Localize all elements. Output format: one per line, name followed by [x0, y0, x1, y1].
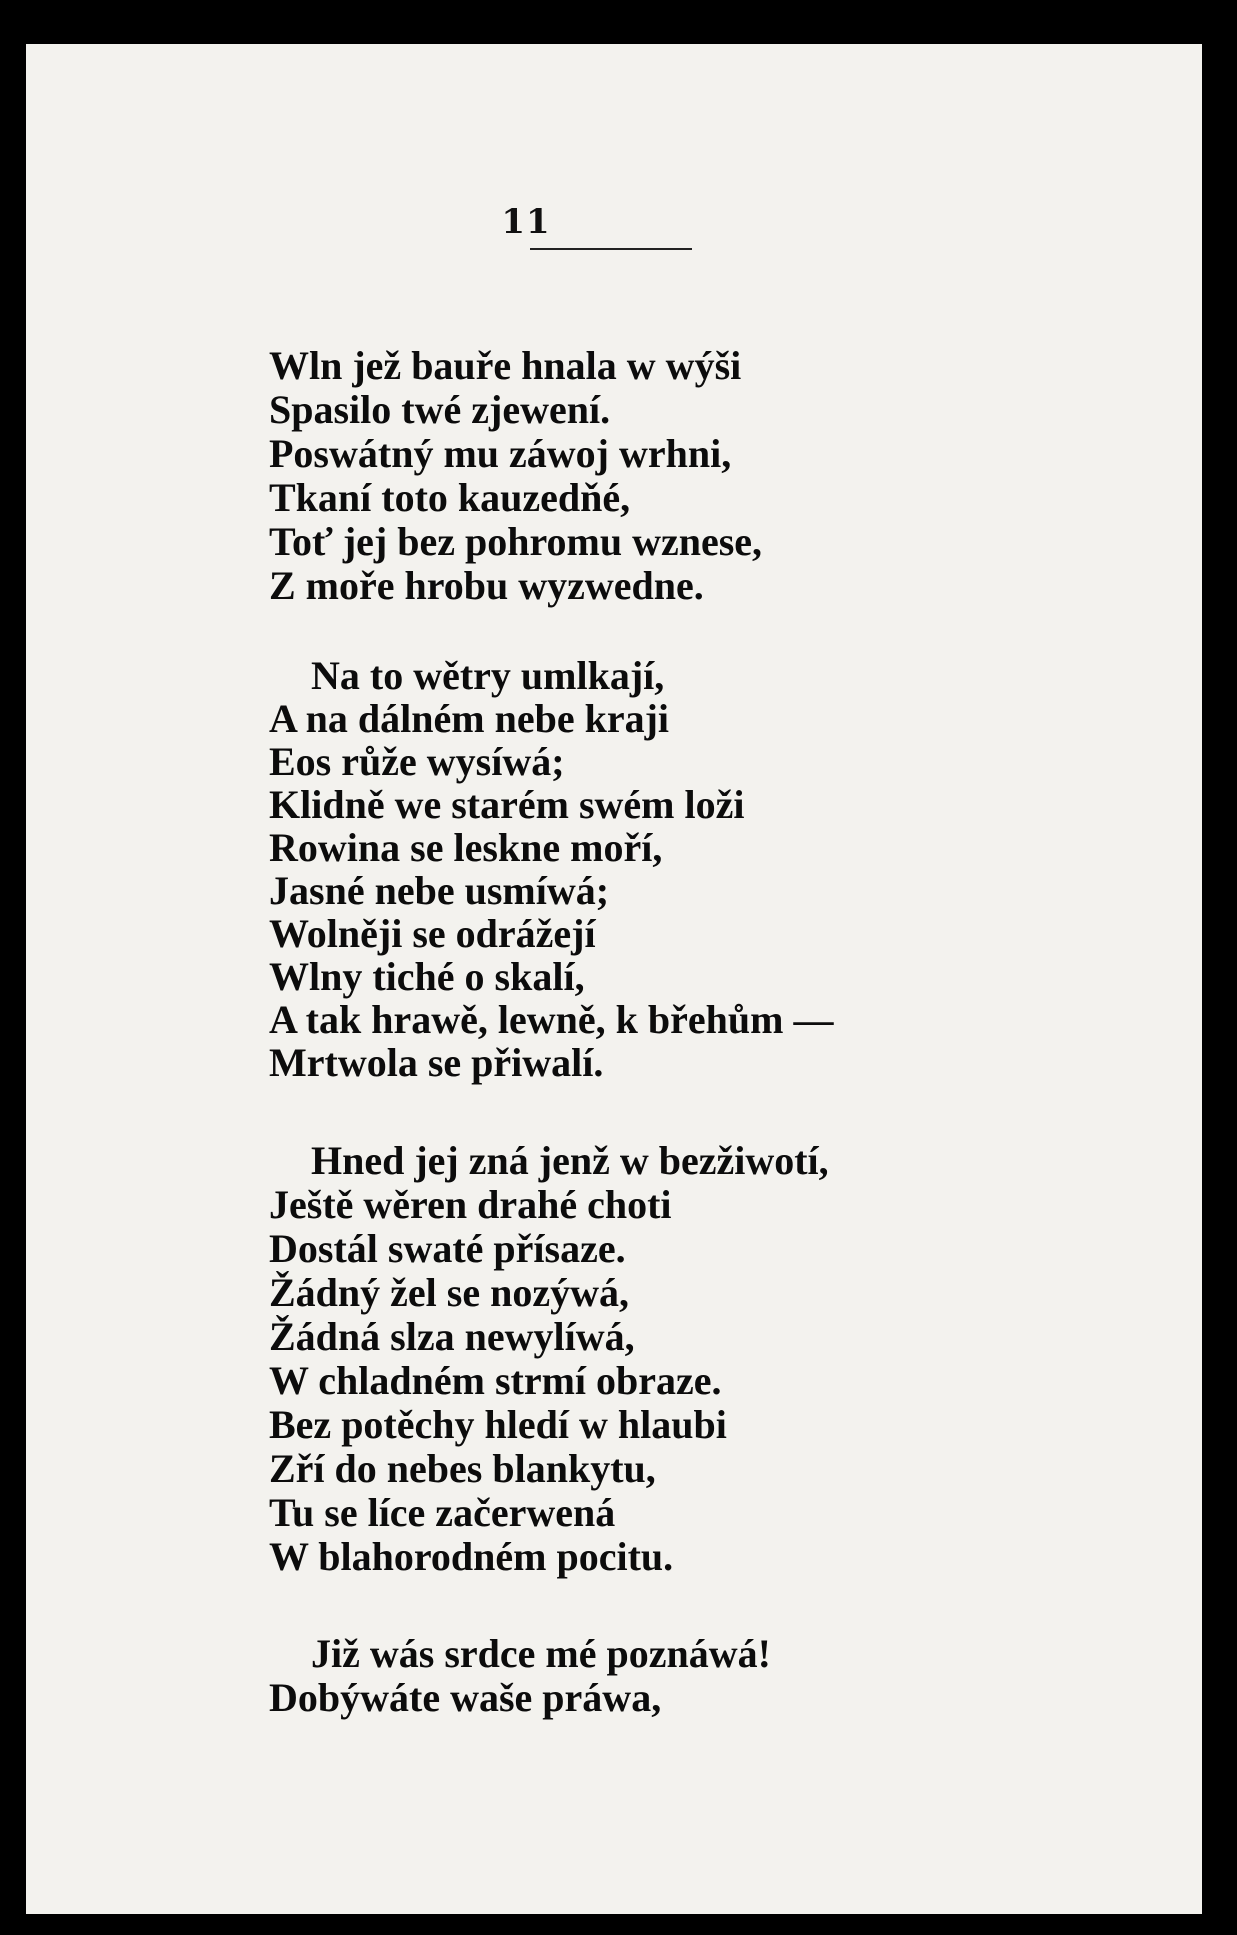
- verse-line: Eos růže wysíwá;: [269, 739, 565, 784]
- verse-line: Žádná slza newylíwá,: [269, 1314, 635, 1359]
- verse-line: Ještě wěren drahé choti: [269, 1182, 672, 1227]
- book-page: [26, 44, 1202, 1914]
- verse-line: Tkaní toto kauzedňé,: [269, 475, 631, 520]
- verse-line: Již wás srdce mé poznáwá!: [311, 1631, 771, 1676]
- verse-line: A tak hrawě, lewně, k břehům —: [269, 997, 834, 1042]
- stanza-3: [269, 1139, 989, 1579]
- header-rule: [530, 248, 692, 250]
- verse-line: W blahorodném pocitu.: [269, 1534, 674, 1579]
- verse-line: Dostál swaté přísaze.: [269, 1226, 626, 1271]
- verse-line: Dobýwáte waše práwa,: [269, 1675, 662, 1720]
- verse-line: Klidně we starém swém loži: [269, 782, 745, 827]
- verse-line: Hned jej zná jenž w bezžiwotí,: [311, 1138, 829, 1183]
- verse-line: Zří do nebes blankytu,: [269, 1446, 656, 1491]
- stanza-1: [269, 344, 989, 608]
- verse-line: Wln jež bauře hnala w wýši: [269, 343, 742, 388]
- verse-line: Tu se líce začerwená: [269, 1490, 616, 1535]
- verse-line: Mrtwola se přiwalí.: [269, 1040, 604, 1085]
- verse-line: Na to wětry umlkají,: [311, 653, 665, 698]
- stanza-2: [269, 654, 989, 1084]
- stanza-4: [269, 1632, 989, 1720]
- verse-line: Wolněji se odrážejí: [269, 911, 596, 956]
- verse-line: Wlny tiché o skalí,: [269, 954, 585, 999]
- verse-line: Z moře hrobu wyzwedne.: [269, 563, 704, 608]
- verse-line: Jasné nebe usmíwá;: [269, 868, 610, 913]
- verse-line: Rowina se leskne moří,: [269, 825, 663, 870]
- verse-line: Žádný žel se nozýwá,: [269, 1270, 629, 1315]
- verse-line: Spasilo twé zjewení.: [269, 387, 611, 432]
- verse-line: Poswátný mu záwoj wrhni,: [269, 431, 732, 476]
- page-number: 11: [501, 202, 551, 242]
- verse-line: A na dálném nebe kraji: [269, 696, 670, 741]
- verse-line: Toť jej bez pohromu wznese,: [269, 519, 763, 564]
- verse-line: Bez potěchy hledí w hlaubi: [269, 1402, 727, 1447]
- verse-line: W chladném strmí obraze.: [269, 1358, 722, 1403]
